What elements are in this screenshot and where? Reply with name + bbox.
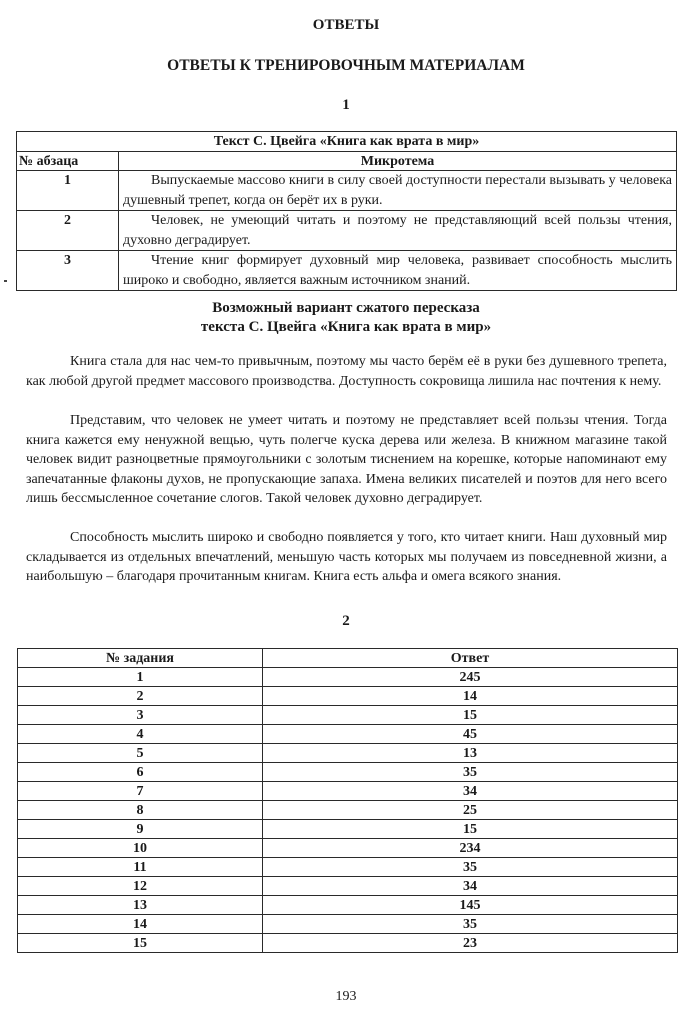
table-row xyxy=(18,877,678,896)
task-answer: 25 xyxy=(263,801,678,820)
task-answer: 145 xyxy=(263,896,678,915)
task-answer: 234 xyxy=(263,839,678,858)
task-number: 5 xyxy=(18,744,263,763)
table-row xyxy=(17,171,677,211)
summary-paragraph: Книга стала для нас чем-то привычным, поэтому мы часто берём её в руки без душевного трепета, как любой другой предмет массового производства. Доступность сокровища лишила нас почтения к нему. xyxy=(26,354,667,389)
table-row xyxy=(18,782,678,801)
scan-mark xyxy=(4,280,7,282)
header-answer: Ответ xyxy=(263,649,678,668)
task-number: 10 xyxy=(18,839,263,858)
task-answer: 13 xyxy=(263,744,678,763)
table-row xyxy=(17,211,677,251)
table-row xyxy=(18,858,678,877)
task-answer: 35 xyxy=(263,915,678,934)
task-answer: 15 xyxy=(263,706,678,725)
task-answer: 35 xyxy=(263,858,678,877)
task-number: 15 xyxy=(18,934,263,953)
task-number: 9 xyxy=(18,820,263,839)
table-row xyxy=(17,251,677,291)
table-row xyxy=(18,668,678,687)
table-caption: Текст С. Цвейга «Книга как врата в мир» xyxy=(17,132,677,152)
table-row xyxy=(18,934,678,953)
paragraph-number: 2 xyxy=(17,211,119,251)
task-number: 3 xyxy=(18,706,263,725)
microtheme-table xyxy=(16,131,677,291)
task-answer: 34 xyxy=(263,782,678,801)
task-number: 4 xyxy=(18,725,263,744)
task-number: 12 xyxy=(18,877,263,896)
table-row xyxy=(18,725,678,744)
summary-paragraph: Представим, что человек не умеет читать и поэтому не представляет всей пользы чтения. Тогда книга кажется ему ненужной вещью, чуть полегче куска дерева или железа. В книжном магазине такой человек видит разноцветные прямоугольники с золотым тиснением на корешке, которые напоминают ему запечатанные флаконы духов, не пропускающие запаха. Имена великих писателей и поэтов для него всего лишь бессмысленное сочетание слогов. Такой человек духовно деградирует. xyxy=(26,413,667,507)
page-number: 193 xyxy=(335,989,357,1004)
section-1-number: 1 xyxy=(342,97,350,113)
table-row xyxy=(18,801,678,820)
page-title: ОТВЕТЫ xyxy=(312,17,380,33)
table-row xyxy=(18,706,678,725)
task-answer: 23 xyxy=(263,934,678,953)
task-number: 7 xyxy=(18,782,263,801)
microtheme-text: Чтение книг формирует духовный мир человека, развивает способность мыслить широко и свободно, является важным источником знаний. xyxy=(123,253,672,288)
task-number: 14 xyxy=(18,915,263,934)
header-task-number: № задания xyxy=(18,649,263,668)
task-number: 13 xyxy=(18,896,263,915)
microtheme-text: Выпускаемые массово книги в силу своей доступности перестали вызывать у человека душевный трепет, когда он берёт их в руки. xyxy=(123,173,672,208)
paragraph-number: 1 xyxy=(17,171,119,211)
task-number: 8 xyxy=(18,801,263,820)
task-answer: 35 xyxy=(263,763,678,782)
task-number: 6 xyxy=(18,763,263,782)
task-answer: 45 xyxy=(263,725,678,744)
table-row xyxy=(18,763,678,782)
answers-table xyxy=(17,648,678,953)
task-number: 2 xyxy=(18,687,263,706)
summary-paragraph: Способность мыслить широко и свободно появляется у того, кто читает книги. Наш духовный мир складывается из отдельных впечатлений, меньшую часть которых мы получаем из повседневной жизни, а наибольшую – благодаря прочитанным книгам. Книга есть альфа и омега всякого знания. xyxy=(26,530,667,585)
task-number: 11 xyxy=(18,858,263,877)
table-row xyxy=(18,744,678,763)
microtheme-text: Человек, не умеющий читать и поэтому не представляющий всей пользы чтения, духовно деградирует. xyxy=(123,213,672,248)
task-answer: 245 xyxy=(263,668,678,687)
task-answer: 14 xyxy=(263,687,678,706)
table-row xyxy=(18,687,678,706)
summary-heading-line1: Возможный вариант сжатого пересказа xyxy=(212,300,480,316)
task-answer: 15 xyxy=(263,820,678,839)
table-row xyxy=(18,839,678,858)
table-row xyxy=(18,896,678,915)
table-row xyxy=(18,820,678,839)
header-paragraph-number: № абзаца xyxy=(17,152,119,171)
task-number: 1 xyxy=(18,668,263,687)
page-subtitle: ОТВЕТЫ К ТРЕНИРОВОЧНЫМ МАТЕРИАЛАМ xyxy=(167,57,525,74)
summary-heading-line2: текста С. Цвейга «Книга как врата в мир» xyxy=(200,319,492,335)
paragraph-number: 3 xyxy=(17,251,119,291)
header-microtheme: Микротема xyxy=(119,152,677,171)
section-2-number: 2 xyxy=(342,613,350,629)
task-answer: 34 xyxy=(263,877,678,896)
table-row xyxy=(18,915,678,934)
